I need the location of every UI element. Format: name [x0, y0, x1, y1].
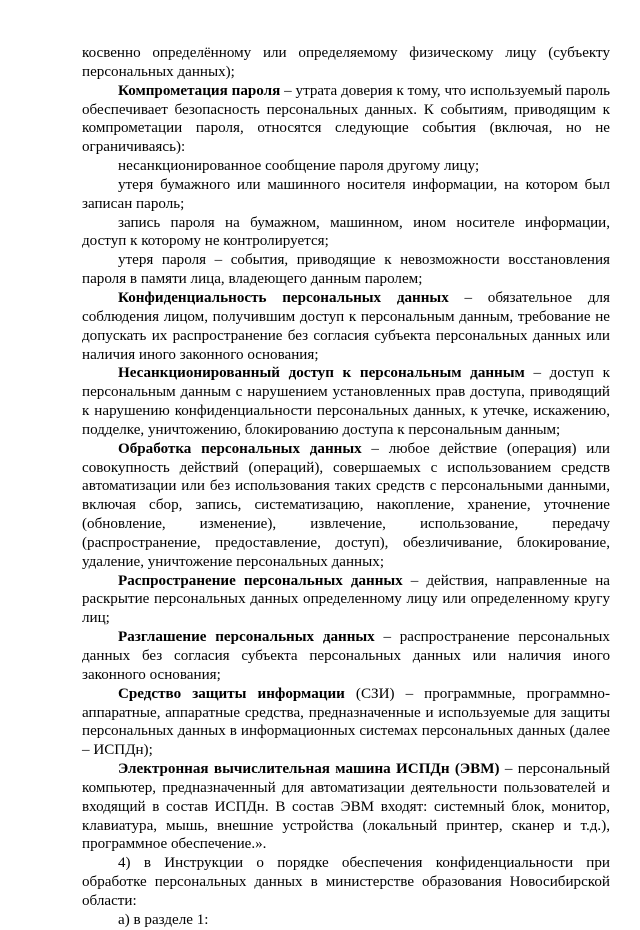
- paragraph-text: – утрата доверия к тому, что используемый пароль обеспечивает безопасность персональных данных. К событиям, приводящим к компрометации пароля, относятся следующие события (включая, но не ограничиваясь):: [82, 82, 610, 156]
- paragraph: [82, 628, 610, 685]
- paragraph: [82, 82, 610, 157]
- paragraph: [82, 364, 610, 439]
- paragraph: [82, 289, 610, 364]
- term: Компрометация пароля: [118, 82, 281, 99]
- paragraph: [82, 157, 610, 176]
- paragraph-text: утеря пароля – события, приводящие к невозможности восстановления пароля в памяти лица, владеющего данным паролем;: [82, 252, 610, 288]
- term: Распространение персональных данных: [118, 572, 403, 589]
- paragraph-text: а) в разделе 1:: [118, 911, 209, 928]
- paragraph: [82, 760, 610, 854]
- term: Средство защиты информации: [118, 685, 345, 702]
- term: Конфиденциальность персональных данных: [118, 289, 449, 306]
- term: Электронная вычислительная машина ИСПДн (ЭВМ): [118, 761, 500, 778]
- term: Обработка персональных данных: [118, 440, 362, 457]
- paragraph-text: – действия, направленные на раскрытие персональных данных определенному лицу или определенному кругу лиц;: [82, 572, 610, 627]
- paragraph-text: – доступ к персональным данным с нарушением установленных прав доступа, приводящий к нарушению конфиденциальности персональных данных, к утечке, искажению, подделке, уничтожению, блокированию доступа к персональным данным;: [82, 365, 610, 438]
- paragraph-text: утеря бумажного или машинного носителя информации, на котором был записан пароль;: [82, 176, 610, 212]
- term: Разглашение персональных данных: [118, 629, 375, 646]
- paragraph-text: – распространение персональных данных без согласия субъекта персональных данных или наличия иного законного основания;: [82, 629, 610, 683]
- paragraph: [82, 214, 610, 252]
- paragraph: [82, 572, 610, 629]
- paragraph: [82, 44, 610, 82]
- paragraph-text: косвенно определённому или определяемому физическому лицу (субъекту персональных данных);: [82, 45, 610, 80]
- paragraph: [82, 911, 610, 930]
- paragraph-text: (СЗИ) – программные, программно-аппаратные, аппаратные средства, предназначенные и используемые для защиты персональных данных в информационных системах персональных данных (далее – ИСПДн);: [82, 685, 610, 759]
- paragraph: [82, 854, 610, 911]
- paragraph: [82, 685, 610, 760]
- paragraph: [82, 440, 610, 572]
- document-page: [82, 44, 610, 930]
- paragraph-text: – любое действие (операция) или совокупность действий (операций), совершаемых с использованием средств автоматизации или без использования таких средств с персональными данными, включая сбор, запись, систематизацию, накопление, хранение, уточнение (обновление, изменение), извлечение, использование, передачу (распространение, предоставление, доступ), обезличивание, блокирование, удаление, уничтожение персональных данных;: [82, 440, 610, 570]
- paragraph: [82, 251, 610, 289]
- paragraph-text: – персональный компьютер, предназначенный для автоматизации деятельности пользователей и входящий в состав ИСПДн. В состав ЭВМ входят: системный блок, монитор, клавиатура, мышь, внешние устройства (локальный принтер, сканер и т.д.), программное обеспечение.».: [82, 761, 610, 853]
- paragraph: [82, 176, 610, 214]
- paragraph-text: 4) в Инструкции о порядке обеспечения конфиденциальности при обработке персональных данных в министерстве образования Новосибирской области:: [82, 855, 610, 909]
- paragraph-text: запись пароля на бумажном, машинном, ином носителе информации, доступ к которому не контролируется;: [82, 214, 610, 250]
- term: Несанкционированный доступ к персональным данным: [118, 365, 525, 382]
- paragraph-text: несанкционированное сообщение пароля другому лицу;: [118, 158, 480, 175]
- paragraph-text: – обязательное для соблюдения лицом, получившим доступ к персональным данным, требование не допускать их распространение без согласия субъекта персональных данных или наличия иного законного основания;: [82, 289, 610, 363]
